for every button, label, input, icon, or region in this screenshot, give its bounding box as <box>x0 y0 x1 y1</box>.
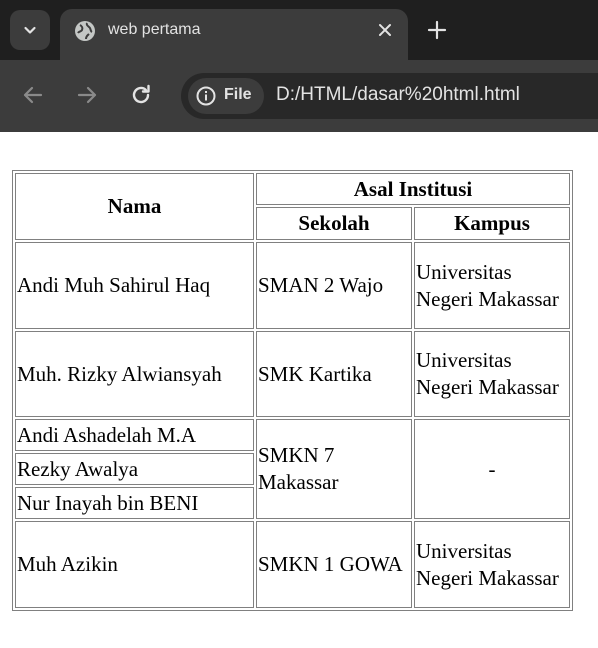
table-header-row <box>15 173 570 205</box>
cell-nama: Andi Ashadelah M.A <box>15 419 254 451</box>
header-sekolah: Sekolah <box>256 207 412 240</box>
cell-nama: Andi Muh Sahirul Haq <box>15 242 254 329</box>
tab-search-button[interactable] <box>10 10 50 50</box>
cell-nama: Muh Azikin <box>15 521 254 608</box>
cell-nama: Rezky Awalya <box>15 453 254 485</box>
site-info-chip[interactable] <box>188 78 264 114</box>
table-row <box>15 242 570 329</box>
cell-kampus: Universitas Negeri Makassar <box>414 331 570 417</box>
cell-sekolah: SMKN 1 GOWA <box>256 521 412 608</box>
cell-kampus: Universitas Negeri Makassar <box>414 521 570 608</box>
browser-toolbar <box>0 60 598 132</box>
forward-icon[interactable] <box>74 82 100 108</box>
address-bar[interactable] <box>181 73 598 119</box>
reload-icon[interactable] <box>128 82 154 108</box>
file-label: File <box>224 86 252 103</box>
active-tab[interactable] <box>60 9 408 60</box>
chevron-down-icon <box>22 22 38 38</box>
cell-kampus: Universitas Negeri Makassar <box>414 242 570 329</box>
cell-sekolah: SMAN 2 Wajo <box>256 242 412 329</box>
page-content <box>0 132 598 648</box>
header-asal-institusi: Asal Institusi <box>256 173 570 205</box>
new-tab-icon[interactable] <box>427 20 447 40</box>
globe-icon <box>74 20 96 42</box>
header-nama: Nama <box>15 173 254 240</box>
header-kampus: Kampus <box>414 207 570 240</box>
cell-nama: Nur Inayah bin BENI <box>15 487 254 519</box>
table-row <box>15 521 570 608</box>
close-tab-icon[interactable] <box>376 21 394 39</box>
cell-sekolah: SMKN 7 Makassar <box>256 419 412 519</box>
cell-sekolah: SMK Kartika <box>256 331 412 417</box>
cell-nama: Muh. Rizky Alwiansyah <box>15 331 254 417</box>
tab-title: web pertama <box>108 21 201 38</box>
url-text[interactable]: D:/HTML/dasar%20html.html <box>276 84 520 105</box>
table-row <box>15 331 570 417</box>
table-row <box>15 419 570 451</box>
info-icon <box>196 86 216 106</box>
institution-table <box>12 170 573 611</box>
back-icon[interactable] <box>20 82 46 108</box>
tab-bar <box>0 0 598 60</box>
cell-kampus: - <box>414 419 570 519</box>
